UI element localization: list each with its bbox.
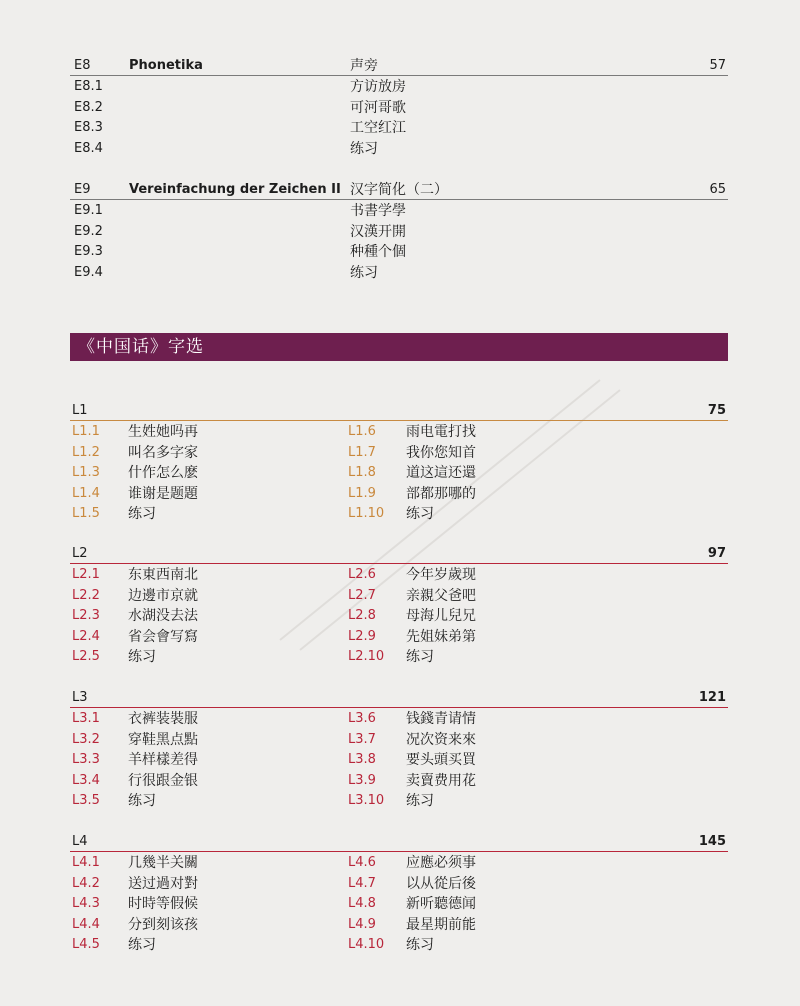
section-header [70,833,728,852]
lesson-characters: 部都那哪的 [406,485,476,502]
toc-row [70,790,728,811]
row-characters: 练习 [350,140,378,157]
section-header [70,689,728,708]
toc-row [70,462,728,483]
toc-row [70,749,728,770]
lesson-code: L2.6 [348,567,376,582]
section-l4 [70,833,728,955]
lesson-characters: 边邊市京就 [128,587,198,604]
lesson-code: L1.5 [72,506,100,522]
toc-row [70,585,728,606]
lesson-characters: 练习 [406,649,434,666]
banner-title: 《中国话》字选 [78,337,204,357]
section-e9 [70,181,728,282]
lesson-code: L1.2 [72,444,100,460]
toc-row [70,200,728,221]
row-code: E9.1 [74,203,103,218]
section-page-number: 145 [698,834,726,849]
lesson-code: L1.10 [348,506,385,522]
lesson-characters: 练习 [406,937,434,954]
lesson-characters: 什作怎么麽 [128,465,198,482]
lesson-characters: 今年岁歲现 [406,567,476,583]
lesson-code: L4.9 [348,916,376,932]
row-code: E8.1 [74,79,103,94]
toc-row [70,873,728,894]
toc-row [70,893,728,914]
lesson-characters: 谁谢是题題 [128,485,198,502]
toc-row [70,76,728,97]
lesson-code: L1.3 [72,465,100,481]
section-l2 [70,545,728,667]
lesson-code: L1.6 [348,424,376,439]
section-l1 [70,402,728,524]
lesson-code: L3.10 [348,793,385,809]
toc-row [70,605,728,626]
lesson-code: L2.4 [72,628,100,644]
row-characters: 书書学學 [350,203,406,219]
lesson-code: L4.4 [72,916,100,932]
lesson-characters: 我你您知首 [406,444,476,461]
row-characters: 练习 [350,264,378,281]
lesson-characters: 练习 [128,937,156,954]
lesson-characters: 道这這还還 [406,465,476,482]
lesson-code: L3.9 [348,772,376,788]
lesson-characters: 新听聽德闻 [406,896,476,913]
lesson-characters: 应應必须事 [406,855,476,871]
lesson-code: L4.10 [348,937,385,953]
section-title: Phonetika [129,58,203,73]
lesson-code: L2.9 [348,628,376,644]
lesson-code: L3.6 [348,711,376,726]
toc-row [70,421,728,442]
lesson-characters: 生姓她吗再 [128,424,198,440]
lesson-characters: 练习 [128,793,156,810]
toc-row [70,852,728,873]
lesson-code: L2.7 [348,587,376,603]
row-characters: 工空红江 [350,120,406,136]
section-header [70,57,728,76]
row-code: E8.3 [74,120,103,135]
section-header [70,402,728,421]
lesson-code: L2.3 [72,608,100,624]
lesson-code: L4.6 [348,855,376,870]
lesson-code: L4.3 [72,896,100,912]
lesson-characters: 亲親父爸吧 [406,587,476,604]
section-code: L4 [72,834,88,849]
row-code: E9.3 [74,244,103,259]
toc-row [70,442,728,463]
toc-row [70,97,728,118]
lesson-characters: 要头頭买買 [406,752,476,769]
section-l3 [70,689,728,811]
lesson-code: L4.8 [348,896,376,912]
lesson-characters: 雨电電打找 [406,424,476,440]
section-code: E9 [74,182,91,197]
lesson-characters: 母海儿兒兄 [406,608,476,625]
toc-row [70,241,728,262]
section-page-number: 57 [709,58,726,73]
toc-row [70,729,728,750]
lesson-code: L3.4 [72,772,100,788]
toc-row [70,646,728,667]
lesson-code: L2.1 [72,567,100,582]
lesson-characters: 时時等假候 [128,896,198,913]
toc-row [70,708,728,729]
toc-row [70,564,728,585]
section-code: L2 [72,546,88,561]
toc-row [70,138,728,159]
lesson-code: L3.3 [72,752,100,768]
lesson-characters: 东東西南北 [128,567,198,583]
row-characters: 可河哥歌 [350,99,406,116]
section-e8 [70,57,728,158]
lesson-code: L3.1 [72,711,100,726]
chapter-banner [70,333,728,361]
lesson-characters: 送过過对對 [128,875,198,892]
lesson-characters: 练习 [128,649,156,666]
lesson-code: L1.8 [348,465,376,481]
lesson-code: L2.8 [348,608,376,624]
lesson-code: L2.5 [72,649,100,665]
lesson-code: L3.5 [72,793,100,809]
row-code: E8.4 [74,140,103,156]
row-characters: 种種个個 [350,244,406,260]
lesson-characters: 以从從后後 [406,875,476,892]
lesson-characters: 衣裤装裝服 [128,711,198,727]
lesson-code: L4.2 [72,875,100,891]
lesson-characters: 水湖没去法 [128,608,198,625]
toc-row [70,262,728,283]
section-page-number: 121 [698,690,726,705]
lesson-characters: 练习 [406,793,434,810]
section-page-number: 65 [709,182,726,197]
section-header [70,181,728,200]
lesson-code: L3.8 [348,752,376,768]
lesson-code: L1.4 [72,485,100,501]
lesson-characters: 省会會写寫 [128,628,198,645]
lesson-code: L4.1 [72,855,100,870]
row-characters: 汉漢开開 [350,223,406,240]
section-hanzi-title: 汉字简化（二） [350,182,448,198]
row-code: E9.2 [74,223,103,239]
row-code: E9.4 [74,264,103,280]
lesson-characters: 钱錢青请情 [406,711,476,727]
section-hanzi-title: 声旁 [350,58,378,74]
lesson-code: L4.7 [348,875,376,891]
section-code: E8 [74,58,91,73]
lesson-characters: 练习 [128,506,156,523]
lesson-characters: 行很跟金银 [128,772,198,789]
lesson-code: L1.7 [348,444,376,460]
section-header [70,545,728,564]
toc-row [70,483,728,504]
lesson-code: L3.7 [348,731,376,747]
section-code: L1 [72,403,88,418]
toc-row [70,503,728,524]
section-page-number: 97 [707,546,726,561]
section-code: L3 [72,690,88,705]
section-title: Vereinfachung der Zeichen II [129,182,341,197]
row-code: E8.2 [74,99,103,115]
lesson-characters: 几幾半关關 [128,855,198,871]
toc-row [70,626,728,647]
section-page-number: 75 [707,403,726,418]
row-characters: 方访放房 [350,79,406,95]
lesson-code: L3.2 [72,731,100,747]
toc-row [70,934,728,955]
lesson-code: L1.1 [72,424,100,439]
toc-row [70,914,728,935]
lesson-characters: 先姐妹弟第 [406,628,476,645]
toc-row [70,770,728,791]
lesson-code: L2.10 [348,649,385,665]
lesson-code: L2.2 [72,587,100,603]
lesson-characters: 叫名多字家 [128,444,198,461]
lesson-characters: 分到刻该孩 [128,916,198,933]
lesson-characters: 最星期前能 [406,916,476,933]
lesson-code: L1.9 [348,485,376,501]
toc-row [70,117,728,138]
lesson-characters: 卖賣费用花 [406,772,476,789]
lesson-characters: 羊样樣差得 [128,752,198,769]
lesson-characters: 穿鞋黑点點 [128,731,198,748]
lesson-code: L4.5 [72,937,100,953]
toc-row [70,221,728,242]
lesson-characters: 练习 [406,506,434,523]
lesson-characters: 况次资来來 [406,731,476,748]
